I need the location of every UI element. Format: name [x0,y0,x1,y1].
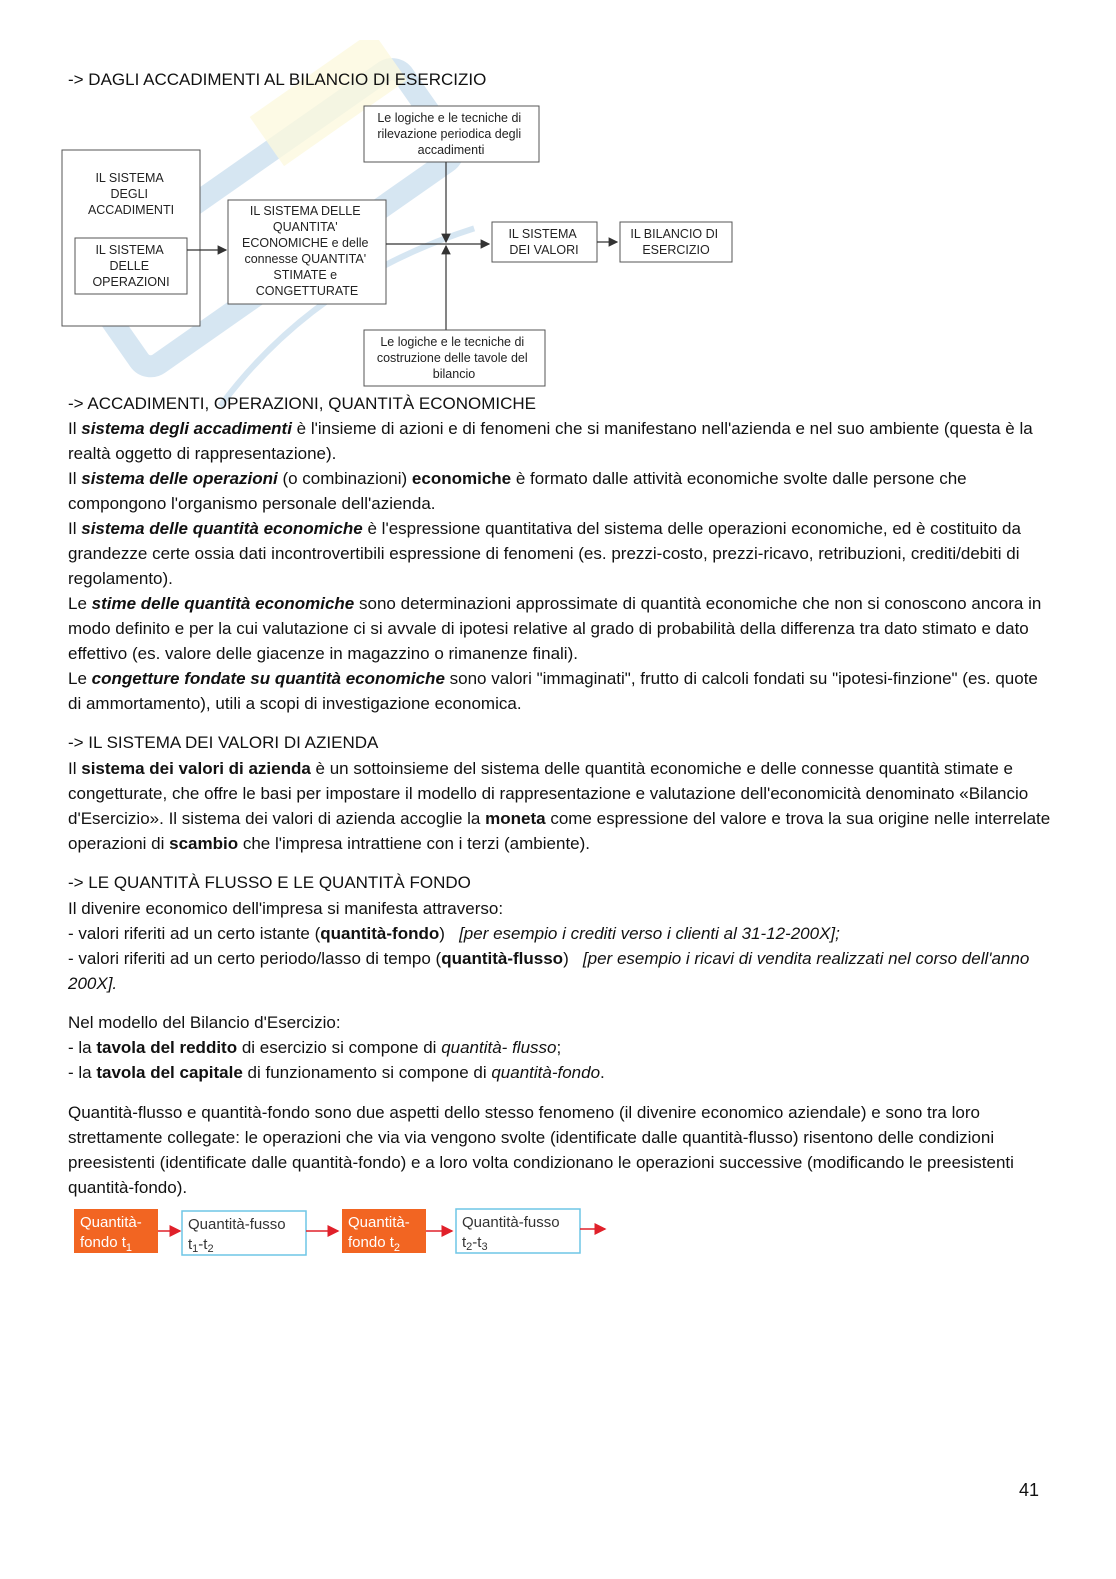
fondo-t1-line2: fondo t [80,1234,126,1251]
list-item-tavola-reddito: - la tavola del reddito di esercizio si compone di quantità- flusso; [68,1038,562,1057]
heading-dagli-accadimenti: -> DAGLI ACCADIMENTI AL BILANCIO DI ESERCIZIO [68,70,487,89]
flusso-t2t3-line1: Quantità-fusso [462,1214,560,1231]
fondo-t1-sub: 1 [125,1242,132,1254]
flusso-t2t3-dash: -t [472,1234,482,1251]
fondo-t1-line1: Quantità- [80,1214,142,1231]
heading-accadimenti-operazioni: -> ACCADIMENTI, OPERAZIONI, QUANTITÀ ECONOMICHE [68,394,537,413]
valori-line1: IL SISTEMA [508,227,577,241]
bottom-box-line2: costruzione delle tavole del [376,351,528,365]
para-stime: Le stime delle quantità economiche sono determinazioni approssimate di quantità economiche che non si conoscono ancora in modo definito e per la cui valutazione ci si avvale di ipotesi relative al grado di probabilità della differenza tra dato stimato e dato effettivo (es. valore delle giacenze in magazzino o rimanenze finali). [68,594,1042,663]
accadimenti-line1: IL SISTEMA [95,171,164,185]
list-item-quantita-flusso: - valori riferiti ad un certo periodo/lasso di tempo (quantità-flusso) [per esempio i ricavi di vendita realizzati nel corso dell'anno 200X]. [68,949,1030,993]
heading-sistema-valori: -> IL SISTEMA DEI VALORI DI AZIENDA [68,733,379,752]
valori-line2: DEI VALORI [509,243,579,257]
quantita-line3: ECONOMICHE e delle [242,236,369,250]
top-box-line3: accadimenti [417,143,485,157]
accadimenti-bilancio-diagram [60,100,760,400]
quantita-line6: CONGETTURATE [255,284,359,298]
section-closing [68,1100,1053,1200]
operazioni-line2: DELLE [109,259,150,273]
para-quantita-economiche: Il sistema delle quantità economiche è l'espressione quantitativa del sistema delle operazioni economiche, ed è costituito da grandezze certe ossia dati incontrovertibili espressione di fenomeni (es. prezzi-costo, prezzi-ricavo, retribuzioni, crediti/debiti di regolamento). [68,519,1021,588]
flusso-t2t3-t: t [462,1234,467,1251]
heading-quantita-flusso-fondo: -> LE QUANTITÀ FLUSSO E LE QUANTITÀ FONDO [68,873,471,892]
flusso-t1t2-sub1: 1 [192,1243,199,1255]
bilancio-line2: ESERCIZIO [642,243,710,257]
flusso-t2t3-sub2: 3 [481,1241,488,1253]
bilancio-line1: IL BILANCIO DI [630,227,719,241]
bottom-box-line3: bilancio [432,367,476,381]
operazioni-line3: OPERAZIONI [92,275,170,289]
quantita-line1: IL SISTEMA DELLE [249,204,361,218]
quantita-line4: connesse QUANTITA' [244,252,367,266]
list-item-quantita-fondo: - valori riferiti ad un certo istante (quantità-fondo) [per esempio i crediti verso i clienti al 31-12-200X]; [68,924,840,943]
section-valori-text [68,756,1053,856]
section-flusso-fondo-text [68,896,1053,996]
page-number: 41 [1019,1480,1040,1500]
flusso-t1t2-dash: -t [198,1236,208,1253]
para-modello-intro: Nel modello del Bilancio d'Esercizio: [68,1013,341,1032]
flusso-t1t2-t: t [188,1236,193,1253]
para-sistema-operazioni: Il sistema delle operazioni (o combinazioni) economiche è formato dalle attività economiche svolte dalle persone che compongono l'organismo personale dell'azienda. [68,469,967,513]
para-divenire-intro: Il divenire economico dell'impresa si manifesta attraverso: [68,899,504,918]
fondo-t2-line2: fondo t [348,1234,394,1251]
accadimenti-line2: DEGLI [110,187,149,201]
section-accadimenti-text [68,416,1053,716]
quantita-line5: STIMATE e [273,268,338,282]
top-box-line1: Le logiche e le tecniche di [377,111,522,125]
para-congetture: Le congetture fondate su quantità economiche sono valori "immaginati", frutto di calcoli fondati su "ipotesi-finzione" (es. quote di ammortamento), utili a scopi di investigazione economica. [68,669,1038,713]
bottom-box-line1: Le logiche e le tecniche di [380,335,525,349]
fondo-t2-line1: Quantità- [348,1214,410,1231]
fondo-flusso-chain [70,1205,630,1265]
accadimenti-line3: ACCADIMENTI [87,203,175,217]
list-item-tavola-capitale: - la tavola del capitale di funzionamento si compone di quantità-fondo. [68,1063,605,1082]
para-closing: Quantità-flusso e quantità-fondo sono due aspetti dello stesso fenomeno (il divenire economico aziendale) e sono tra loro strettamente collegate: le operazioni che via via vengono svolte (identificate dalle quantità-flusso) risentono delle condizioni preesistenti (identificate dalle quantità-fondo) e a loro volta condizionano le operazioni successive (modificando le preesistenti quantità-fondo). [68,1103,1014,1197]
operazioni-line1: IL SISTEMA [95,243,164,257]
flusso-t1t2-sub2: 2 [207,1243,214,1255]
section-modello-bilancio [68,1010,1053,1085]
fondo-t2-sub: 2 [393,1242,400,1254]
para-sistema-valori: Il sistema dei valori di azienda è un sottoinsieme del sistema delle quantità economiche e delle connesse quantità stimate e congetturate, che offre le basi per impostare il modello di rappresentazione e valutazione dell'economicità denominato «Bilancio d'Esercizio». Il sistema dei valori di azienda accoglie la moneta come espressione del valore e trova la sua origine nelle interrelate operazioni di scambio che l'impresa intrattiene con i terzi (ambiente). [68,759,1051,853]
flusso-t2t3-sub1: 2 [466,1241,473,1253]
flusso-t1t2-line1: Quantità-fusso [188,1216,286,1233]
top-box-line2: rilevazione periodica degli [377,127,522,141]
para-sistema-accadimenti: Il sistema degli accadimenti è l'insieme di azioni e di fenomeni che si manifestano nell'azienda e nel suo ambiente (questa è la realtà oggetto di rappresentazione). [68,419,1033,463]
quantita-line2: QUANTITA' [272,220,338,234]
